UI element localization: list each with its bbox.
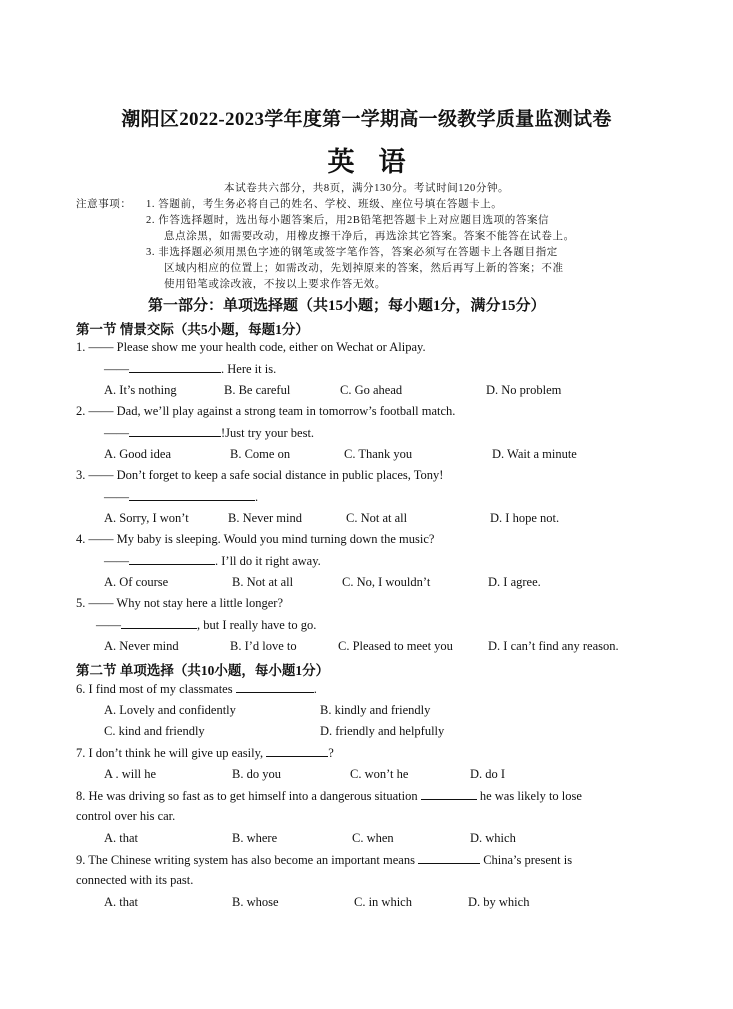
q8-option-a[interactable]: A. that bbox=[104, 831, 139, 845]
q2-blank[interactable] bbox=[129, 425, 221, 437]
q6-option-a[interactable]: A. Lovely and confidently bbox=[104, 703, 236, 717]
q8-stem: 8. He was driving so fast as to get himself into a dangerous situation he was likely to lose bbox=[76, 789, 582, 803]
note-2-line-1: 2. 作答选择题时，选出每小题答案后，用2B铅笔把答题卡上对应题目选项的答案信 bbox=[146, 215, 550, 226]
q1-option-c[interactable]: C. Go ahead bbox=[340, 383, 403, 397]
q1-option-d[interactable]: D. No problem bbox=[486, 383, 562, 397]
q2-stem: 2. —— Dad, we’ll play against a strong team in tomorrow’s football match. bbox=[76, 404, 456, 418]
exam-title: 潮阳区2022-2023学年度第一学期高一级教学质量监测试卷 bbox=[121, 109, 612, 130]
q5-option-a[interactable]: A. Never mind bbox=[104, 639, 179, 653]
q4-blank[interactable] bbox=[129, 553, 215, 565]
part-1-heading: 第一部分：单项选择题（共15小题；每小题1分，满分15分） bbox=[148, 298, 546, 314]
q7-option-d[interactable]: D. do I bbox=[470, 767, 506, 781]
q9-option-a[interactable]: A. that bbox=[104, 895, 139, 909]
q8-option-d[interactable]: D. which bbox=[470, 831, 516, 845]
q2-option-b[interactable]: B. Come on bbox=[230, 447, 291, 461]
section-2-heading: 第二节 单项选择（共10小题，每小题1分） bbox=[76, 663, 330, 678]
note-3-line-1: 3. 非选择题必须用黑色字迹的钢笔或签字笔作答，答案必须写在答题卡上各题目指定 bbox=[146, 247, 558, 258]
q9-option-d[interactable]: D. by which bbox=[468, 895, 530, 909]
note-2-line-2: 息点涂黑，如需要改动，用橡皮擦干净后，再选涂其它答案。答案不能答在试卷上。 bbox=[164, 231, 575, 242]
q4-option-b[interactable]: B. Not at all bbox=[232, 575, 294, 589]
q1-blank[interactable] bbox=[129, 361, 221, 373]
q7-stem: 7. I don’t think he will give up easily, ? bbox=[76, 746, 334, 760]
q5-option-c[interactable]: C. Pleased to meet you bbox=[338, 639, 453, 653]
q5-option-d[interactable]: D. I can’t find any reason. bbox=[488, 639, 619, 653]
note-1: 1. 答题前，考生务必将自己的姓名、学校、班级、座位号填在答题卡上。 bbox=[146, 199, 503, 210]
q5-reply: —— , but I really have to go. bbox=[96, 618, 317, 632]
q6-blank[interactable] bbox=[236, 681, 314, 693]
q5-option-b[interactable]: B. I’d love to bbox=[230, 639, 297, 653]
q1-stem: 1. —— Please show me your health code, either on Wechat or Alipay. bbox=[76, 340, 426, 354]
q7-option-a[interactable]: A . will he bbox=[104, 767, 157, 781]
q5-stem: 5. —— Why not stay here a little longer? bbox=[76, 596, 284, 610]
q9-stem-line-2: connected with its past. bbox=[76, 873, 194, 887]
q1-option-a[interactable]: A. It’s nothing bbox=[104, 383, 177, 397]
notes-label: 注意事项： bbox=[76, 199, 132, 210]
q2-option-c[interactable]: C. Thank you bbox=[344, 447, 413, 461]
note-3-line-3: 使用铅笔或涂改液，不按以上要求作答无效。 bbox=[164, 279, 386, 290]
q2-reply: —— !Just try your best. bbox=[104, 426, 315, 440]
q4-option-a[interactable]: A. Of course bbox=[104, 575, 169, 589]
q8-option-c[interactable]: C. when bbox=[352, 831, 394, 845]
q8-option-b[interactable]: B. where bbox=[232, 831, 278, 845]
q3-option-d[interactable]: D. I hope not. bbox=[490, 511, 560, 525]
q7-option-b[interactable]: B. do you bbox=[232, 767, 281, 781]
q9-blank[interactable] bbox=[418, 852, 480, 864]
q3-reply: —— . bbox=[104, 490, 259, 504]
q3-option-a[interactable]: A. Sorry, I won’t bbox=[104, 511, 189, 525]
section-1-heading: 第一节 情景交际（共5小题，每题1分） bbox=[76, 322, 309, 337]
q8-stem-line-2: control over his car. bbox=[76, 809, 176, 823]
exam-intro: 本试卷共六部分，共8页，满分130分。考试时间120分钟。 bbox=[224, 183, 510, 194]
q7-blank[interactable] bbox=[266, 745, 328, 757]
q2-option-a[interactable]: A. Good idea bbox=[104, 447, 171, 461]
q6-option-c[interactable]: C. kind and friendly bbox=[104, 724, 205, 738]
q5-blank[interactable] bbox=[121, 617, 197, 629]
note-3-line-2: 区域内相应的位置上；如需改动，先划掉原来的答案，然后再写上新的答案；不准 bbox=[164, 263, 564, 274]
q9-option-c[interactable]: C. in which bbox=[354, 895, 412, 909]
q2-option-d[interactable]: D. Wait a minute bbox=[492, 447, 577, 461]
q3-blank[interactable] bbox=[129, 489, 255, 501]
q1-option-b[interactable]: B. Be careful bbox=[224, 383, 291, 397]
q9-stem: 9. The Chinese writing system has also become an important means China’s present is bbox=[76, 853, 573, 867]
q6-stem: 6. I find most of my classmates . bbox=[76, 682, 317, 696]
q3-option-c[interactable]: C. Not at all bbox=[346, 511, 408, 525]
q3-option-b[interactable]: B. Never mind bbox=[228, 511, 302, 525]
q4-reply: —— . I’ll do it right away. bbox=[104, 554, 321, 568]
q9-option-b[interactable]: B. whose bbox=[232, 895, 279, 909]
q1-reply: —— . Here it is. bbox=[104, 362, 277, 376]
q7-option-c[interactable]: C. won’t he bbox=[350, 767, 409, 781]
q4-option-c[interactable]: C. No, I wouldn’t bbox=[342, 575, 431, 589]
q8-blank[interactable] bbox=[421, 788, 477, 800]
q4-option-d[interactable]: D. I agree. bbox=[488, 575, 541, 589]
q6-option-b[interactable]: B. kindly and friendly bbox=[320, 703, 431, 717]
q3-stem: 3. —— Don’t forget to keep a safe social distance in public places, Tony! bbox=[76, 468, 444, 482]
q4-stem: 4. —— My baby is sleeping. Would you mind turning down the music? bbox=[76, 532, 435, 546]
q6-option-d[interactable]: D. friendly and helpfully bbox=[320, 724, 445, 738]
subject-title: 英语 bbox=[327, 147, 430, 177]
